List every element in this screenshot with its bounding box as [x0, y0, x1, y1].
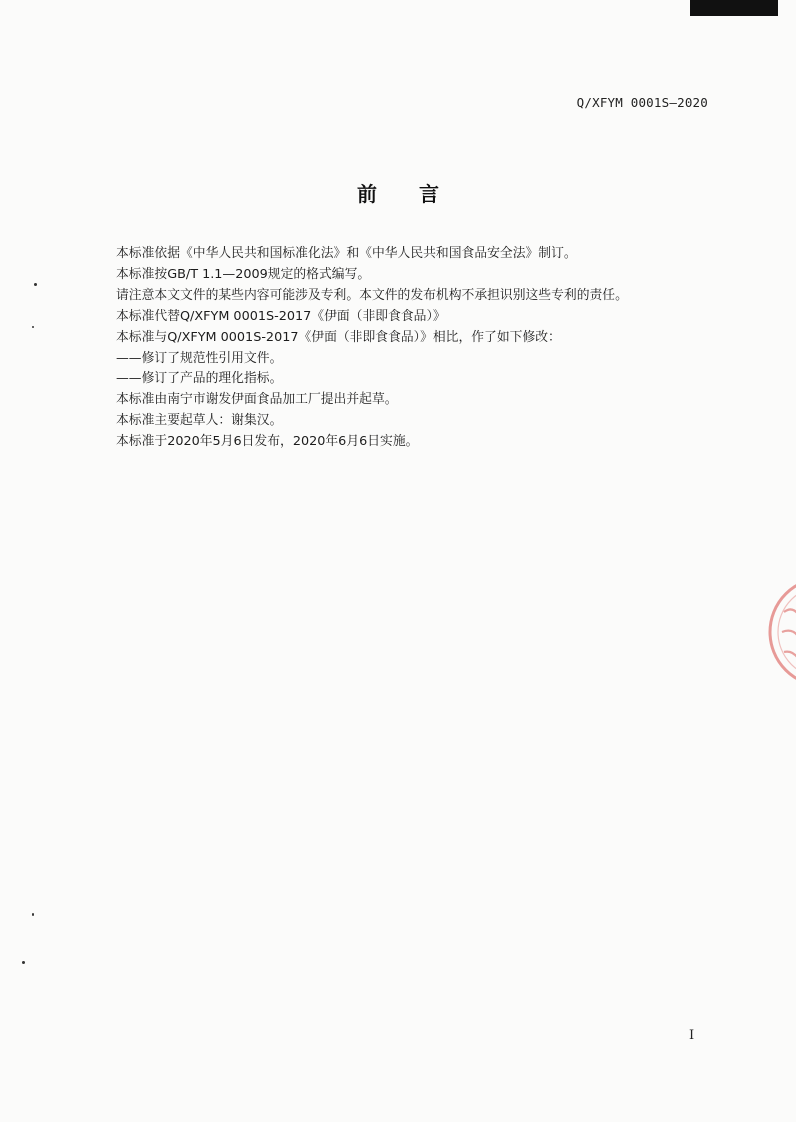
paragraph: 本标准与Q/XFYM 0001S-2017《伊面（非即食食品）》相比，作了如下修改：	[116, 329, 561, 345]
scan-speck	[34, 283, 37, 286]
scan-speck	[32, 326, 34, 328]
scan-speck	[32, 913, 34, 916]
paragraph: 本标准依据《中华人民共和国标准化法》和《中华人民共和国食品安全法》制订。	[116, 246, 577, 261]
scan-artifact-bar	[690, 0, 778, 16]
red-seal-stamp	[764, 572, 796, 692]
paragraph: ——修订了规范性引用文件。	[116, 350, 283, 366]
seal-mark	[782, 609, 796, 658]
paragraph: ——修订了产品的理化指标。	[116, 371, 283, 387]
paragraph: 本标准由南宁市谢发伊面食品加工厂提出并起草。	[116, 392, 398, 408]
preface-body	[116, 244, 736, 453]
paragraph: 请注意本文文件的某些内容可能涉及专利。本文件的发布机构不承担识别这些专利的责任。	[116, 287, 628, 303]
paragraph: 本标准于2020年5月6日发布，2020年6月6日实施。	[116, 434, 419, 450]
scan-speck	[22, 961, 25, 964]
page-number: I	[689, 1028, 695, 1043]
document-code: Q/XFYM 0001S—2020	[576, 95, 708, 110]
paragraph: 本标准代替Q/XFYM 0001S-2017《伊面（非即食食品）》	[116, 308, 446, 324]
page-title: 前言	[357, 182, 481, 206]
paragraph: 本标准主要起草人：谢集汉。	[116, 413, 283, 429]
paragraph: 本标准按GB/T 1.1—2009规定的格式编写。	[116, 266, 371, 282]
